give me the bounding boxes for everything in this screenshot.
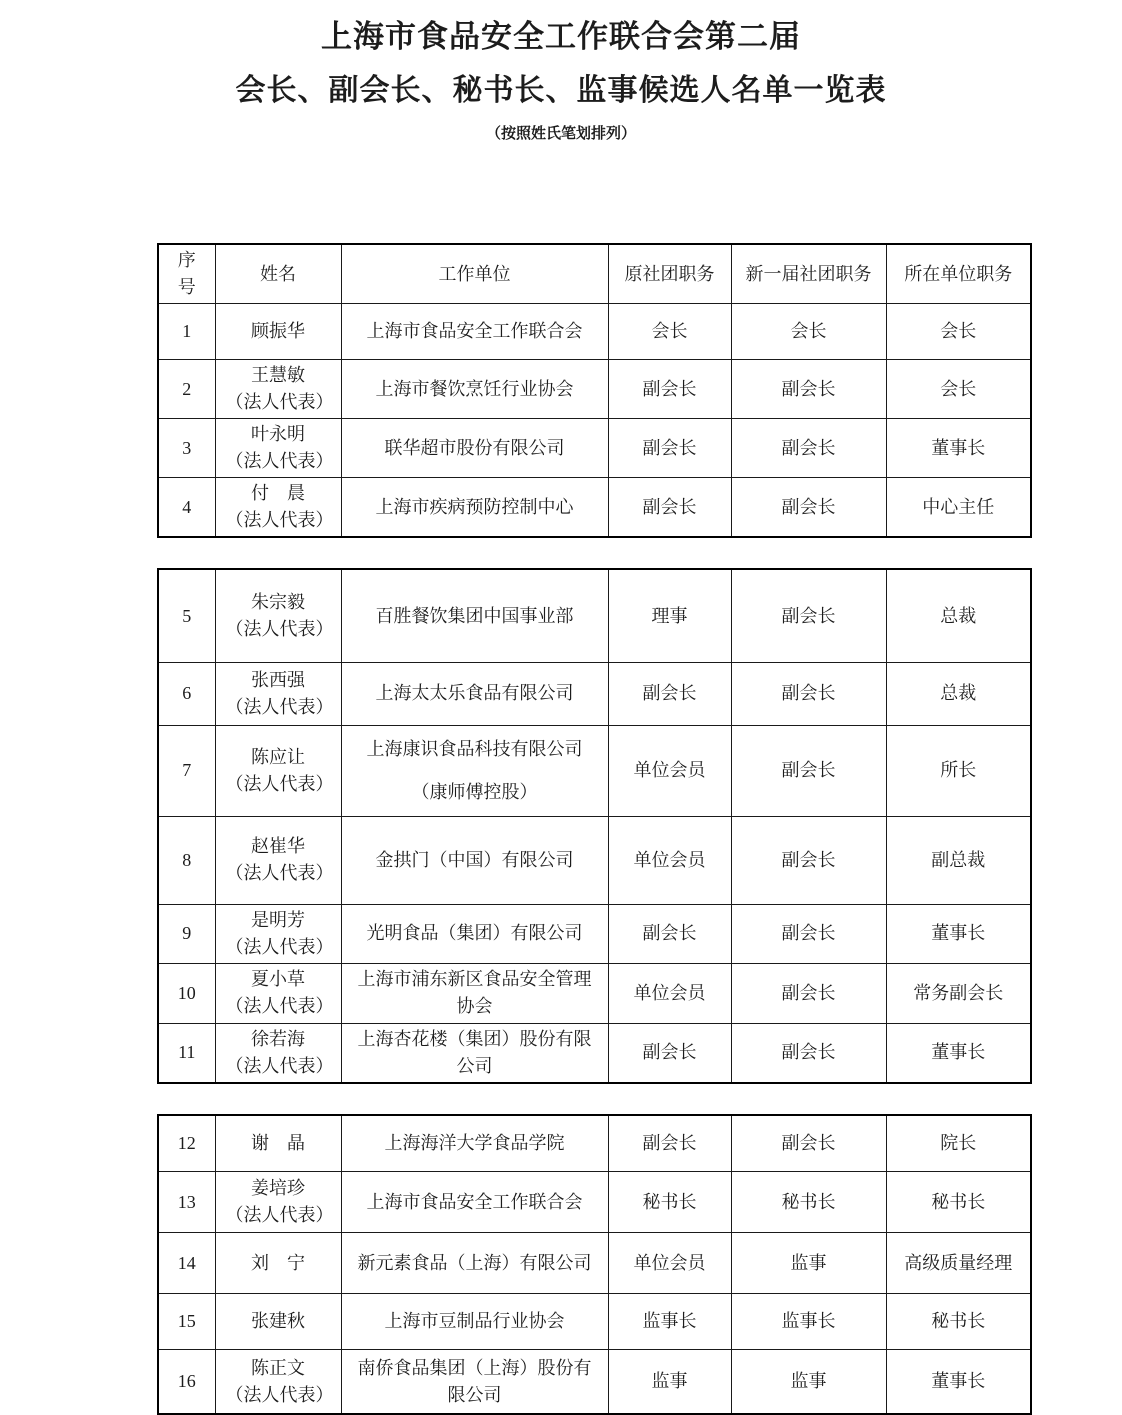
- cell-serial-number-text: 1: [182, 321, 192, 342]
- document-header: [0, 16, 1122, 143]
- cell-former-society-role-text: 副会长: [642, 1133, 697, 1154]
- cell-serial-number-text: 10: [177, 982, 196, 1003]
- cell-unit-role-text: 院长: [940, 1133, 977, 1154]
- doc-title-line2: 会长、副会长、秘书长、监事候选人名单一览表: [235, 73, 887, 107]
- cell-work-unit-text: 上海太太乐食品有限公司: [375, 683, 574, 704]
- cell-work-unit: [341, 725, 608, 816]
- cell-name: [215, 1294, 341, 1350]
- cell-new-society-role-text: 副会长: [781, 496, 836, 517]
- cell-work-unit-text: 上海市疾病预防控制中心: [375, 496, 574, 517]
- cell-serial-number-text: 12: [177, 1133, 196, 1154]
- table-row: [158, 1023, 1031, 1083]
- candidates-table-section-3: [157, 1114, 1032, 1415]
- column-header: 工作单位: [341, 244, 608, 304]
- cell-serial-number: [158, 963, 215, 1023]
- cell-serial-number: [158, 1233, 215, 1294]
- column-header: 序号: [158, 244, 215, 304]
- table-row: [158, 304, 1031, 360]
- cell-work-unit: [341, 1294, 608, 1350]
- cell-unit-role: [886, 1350, 1031, 1414]
- table-row: [158, 904, 1031, 963]
- cell-new-society-role: [731, 1023, 886, 1083]
- cell-serial-number-text: 2: [182, 378, 192, 399]
- cell-name-text: 徐若海: [251, 1028, 305, 1049]
- cell-serial-number-text: 3: [182, 437, 192, 458]
- cell-former-society-role-text: 会长: [651, 321, 688, 342]
- cell-unit-role-text: 所长: [940, 760, 977, 781]
- cell-serial-number: [158, 569, 215, 662]
- cell-new-society-role-text: 副会长: [781, 849, 836, 870]
- cell-name-text: 姜培珍: [251, 1178, 305, 1199]
- cell-serial-number: [158, 1172, 215, 1233]
- cell-unit-role: [886, 1023, 1031, 1083]
- table-row: [158, 816, 1031, 904]
- cell-serial-number: [158, 725, 215, 816]
- cell-work-unit: [341, 1172, 608, 1233]
- cell-unit-role: [886, 725, 1031, 816]
- cell-former-society-role-text: 单位会员: [633, 849, 706, 870]
- cell-work-unit: [341, 662, 608, 725]
- cell-work-unit-text: 上海市豆制品行业协会: [384, 1311, 565, 1332]
- cell-work-unit-text: 光明食品（集团）有限公司: [366, 923, 583, 944]
- cell-former-society-role: [608, 1023, 731, 1083]
- table-row: [158, 1115, 1031, 1172]
- cell-work-unit-text: 上海市浦东新区食品安全管理协会: [357, 969, 592, 1017]
- cell-unit-role: [886, 419, 1031, 478]
- cell-unit-role: [886, 1172, 1031, 1233]
- cell-serial-number: [158, 904, 215, 963]
- cell-work-unit-text: 新元素食品（上海）有限公司: [357, 1252, 592, 1273]
- cell-work-unit-text: 上海杏花楼（集团）股份有限公司: [357, 1028, 592, 1076]
- cell-unit-role-text: 董事长: [931, 1042, 986, 1063]
- cell-name: [215, 1115, 341, 1172]
- cell-name-text: 谢 晶: [251, 1133, 305, 1154]
- cell-new-society-role-text: 副会长: [781, 760, 836, 781]
- cell-former-society-role-text: 副会长: [642, 923, 697, 944]
- cell-former-society-role-text: 单位会员: [633, 1252, 706, 1273]
- column-header: 所在单位职务: [886, 244, 1031, 304]
- cell-new-society-role: [731, 569, 886, 662]
- cell-unit-role: [886, 478, 1031, 538]
- cell-serial-number: [158, 304, 215, 360]
- cell-work-unit: [341, 419, 608, 478]
- cell-unit-role-text: 常务副会长: [913, 982, 1004, 1003]
- cell-former-society-role-text: 副会长: [642, 683, 697, 704]
- cell-new-society-role: [731, 1233, 886, 1294]
- cell-work-unit: [341, 1023, 608, 1083]
- cell-unit-role: [886, 816, 1031, 904]
- candidates-table-section-2: [157, 568, 1032, 1084]
- cell-name: [215, 1350, 341, 1414]
- column-header: 姓名: [215, 244, 341, 304]
- cell-work-unit-text: 上海市餐饮烹饪行业协会: [375, 378, 574, 399]
- cell-serial-number-text: 9: [182, 923, 192, 944]
- cell-work-unit: [341, 569, 608, 662]
- cell-former-society-role: [608, 904, 731, 963]
- cell-former-society-role: [608, 1294, 731, 1350]
- cell-work-unit: [341, 963, 608, 1023]
- cell-work-unit: [341, 1233, 608, 1294]
- cell-new-society-role-text: 监事: [790, 1252, 827, 1273]
- cell-former-society-role: [608, 662, 731, 725]
- cell-serial-number-text: 5: [182, 605, 192, 626]
- cell-unit-role: [886, 963, 1031, 1023]
- cell-new-society-role: [731, 360, 886, 419]
- cell-name: [215, 360, 341, 419]
- cell-name-text: 付 晨: [251, 483, 305, 504]
- cell-new-society-role: [731, 816, 886, 904]
- cell-serial-number: [158, 1294, 215, 1350]
- cell-unit-role: [886, 1115, 1031, 1172]
- cell-unit-role-text: 中心主任: [922, 496, 995, 517]
- cell-unit-role: [886, 360, 1031, 419]
- table-row: [158, 1172, 1031, 1233]
- cell-name-text: 朱宗毅: [251, 592, 305, 613]
- cell-work-unit: [341, 360, 608, 419]
- cell-serial-number-text: 15: [177, 1311, 196, 1332]
- holding-company-note: （康师傅控股）: [411, 781, 538, 802]
- cell-unit-role-text: 会长: [940, 321, 977, 342]
- legal-representative-note: （法人代表）: [225, 1205, 334, 1226]
- cell-new-society-role: [731, 1294, 886, 1350]
- cell-unit-role: [886, 304, 1031, 360]
- cell-serial-number-text: 6: [182, 683, 192, 704]
- cell-new-society-role-text: 副会长: [781, 378, 836, 399]
- cell-work-unit-text: 上海市食品安全工作联合会: [366, 1191, 583, 1212]
- column-header: 新一届社团职务: [731, 244, 886, 304]
- cell-name: [215, 963, 341, 1023]
- cell-work-unit-text: 上海市食品安全工作联合会: [366, 321, 583, 342]
- cell-new-society-role-text: 会长: [790, 321, 827, 342]
- legal-representative-note: （法人代表）: [225, 451, 334, 472]
- cell-serial-number-text: 4: [182, 496, 192, 517]
- cell-name: [215, 569, 341, 662]
- cell-new-society-role-text: 副会长: [781, 923, 836, 944]
- cell-serial-number-text: 16: [177, 1371, 196, 1392]
- cell-work-unit: [341, 1115, 608, 1172]
- cell-unit-role-text: 秘书长: [931, 1191, 986, 1212]
- cell-work-unit: [341, 304, 608, 360]
- table-row: [158, 725, 1031, 816]
- candidate-tables-area: [0, 243, 1122, 1415]
- cell-serial-number: [158, 419, 215, 478]
- cell-name-text: 陈正文: [251, 1357, 305, 1378]
- cell-name: [215, 1233, 341, 1294]
- cell-name: [215, 478, 341, 538]
- legal-representative-note: （法人代表）: [225, 392, 334, 413]
- cell-name-text: 张西强: [251, 669, 305, 690]
- cell-serial-number: [158, 478, 215, 538]
- cell-serial-number: [158, 360, 215, 419]
- cell-name-text: 夏小草: [251, 969, 305, 990]
- cell-work-unit: [341, 816, 608, 904]
- cell-work-unit: [341, 1350, 608, 1414]
- cell-serial-number-text: 7: [182, 760, 192, 781]
- cell-former-society-role-text: 副会长: [642, 437, 697, 458]
- cell-unit-role: [886, 904, 1031, 963]
- cell-name: [215, 304, 341, 360]
- cell-new-society-role: [731, 478, 886, 538]
- cell-name: [215, 1023, 341, 1083]
- legal-representative-note: （法人代表）: [225, 1055, 334, 1076]
- cell-unit-role-text: 董事长: [931, 437, 986, 458]
- cell-new-society-role: [731, 419, 886, 478]
- cell-name: [215, 816, 341, 904]
- cell-new-society-role: [731, 1115, 886, 1172]
- cell-former-society-role-text: 副会长: [642, 496, 697, 517]
- cell-former-society-role: [608, 816, 731, 904]
- cell-former-society-role-text: 秘书长: [642, 1191, 697, 1212]
- cell-work-unit-text: 南侨食品集团（上海）股份有限公司: [357, 1357, 592, 1405]
- table-row: [158, 1233, 1031, 1294]
- cell-name-text: 陈应让: [251, 746, 305, 767]
- cell-new-society-role: [731, 1172, 886, 1233]
- cell-new-society-role-text: 副会长: [781, 1133, 836, 1154]
- cell-new-society-role: [731, 725, 886, 816]
- cell-name: [215, 419, 341, 478]
- table-row: [158, 478, 1031, 538]
- table-row: [158, 569, 1031, 662]
- cell-serial-number-text: 8: [182, 849, 192, 870]
- candidates-table-section-1: [157, 243, 1032, 538]
- cell-former-society-role: [608, 963, 731, 1023]
- cell-name-text: 张建秋: [251, 1311, 305, 1332]
- cell-name-text: 王慧敏: [251, 365, 305, 386]
- cell-work-unit-text: 金拱门（中国）有限公司: [375, 849, 574, 870]
- legal-representative-note: （法人代表）: [225, 619, 334, 640]
- cell-former-society-role: [608, 1233, 731, 1294]
- cell-former-society-role-text: 单位会员: [633, 982, 706, 1003]
- cell-work-unit-text: 百胜餐饮集团中国事业部: [375, 605, 574, 626]
- cell-work-unit-text: 联华超市股份有限公司: [384, 437, 565, 458]
- cell-new-society-role-text: 副会长: [781, 605, 836, 626]
- cell-former-society-role: [608, 1172, 731, 1233]
- cell-former-society-role: [608, 569, 731, 662]
- doc-title-line1: 上海市食品安全工作联合会第二届: [321, 19, 801, 54]
- cell-serial-number-text: 13: [177, 1191, 196, 1212]
- cell-new-society-role-text: 监事: [790, 1371, 827, 1392]
- cell-former-society-role-text: 单位会员: [633, 760, 706, 781]
- legal-representative-note: （法人代表）: [225, 510, 334, 531]
- cell-name-text: 赵崔华: [251, 836, 305, 857]
- cell-former-society-role-text: 监事: [651, 1371, 688, 1392]
- cell-former-society-role: [608, 1115, 731, 1172]
- cell-unit-role: [886, 1233, 1031, 1294]
- legal-representative-note: （法人代表）: [225, 1384, 334, 1405]
- cell-name: [215, 904, 341, 963]
- cell-former-society-role: [608, 419, 731, 478]
- cell-new-society-role: [731, 904, 886, 963]
- cell-former-society-role: [608, 725, 731, 816]
- cell-new-society-role-text: 秘书长: [781, 1191, 836, 1212]
- column-header: 原社团职务: [608, 244, 731, 304]
- legal-representative-note: （法人代表）: [225, 996, 334, 1017]
- cell-work-unit-text: 上海海洋大学食品学院: [384, 1133, 565, 1154]
- cell-new-society-role: [731, 1350, 886, 1414]
- cell-unit-role-text: 董事长: [931, 1371, 986, 1392]
- table-row: [158, 1350, 1031, 1414]
- cell-name-text: 顾振华: [251, 321, 305, 342]
- cell-name-text: 刘 宁: [251, 1252, 305, 1273]
- cell-serial-number-text: 11: [178, 1042, 196, 1063]
- cell-name: [215, 1172, 341, 1233]
- cell-serial-number: [158, 1115, 215, 1172]
- cell-serial-number: [158, 816, 215, 904]
- cell-serial-number: [158, 662, 215, 725]
- table-header-row: [158, 244, 1031, 304]
- cell-new-society-role-text: 监事长: [781, 1311, 836, 1332]
- cell-former-society-role-text: 监事长: [642, 1311, 697, 1332]
- cell-unit-role-text: 副总裁: [931, 849, 986, 870]
- cell-name-text: 是明芳: [251, 909, 305, 930]
- cell-unit-role-text: 总裁: [940, 683, 977, 704]
- cell-work-unit-text: 上海康识食品科技有限公司: [366, 738, 583, 759]
- cell-serial-number-text: 14: [177, 1252, 196, 1273]
- legal-representative-note: （法人代表）: [225, 773, 334, 794]
- table-row: [158, 1294, 1031, 1350]
- cell-serial-number: [158, 1023, 215, 1083]
- cell-unit-role: [886, 1294, 1031, 1350]
- cell-former-society-role-text: 副会长: [642, 378, 697, 399]
- cell-name-text: 叶永明: [251, 424, 305, 445]
- legal-representative-note: （法人代表）: [225, 936, 334, 957]
- cell-unit-role-text: 高级质量经理: [904, 1252, 1013, 1273]
- cell-new-society-role: [731, 304, 886, 360]
- cell-work-unit: [341, 904, 608, 963]
- cell-former-society-role: [608, 478, 731, 538]
- cell-former-society-role: [608, 1350, 731, 1414]
- cell-name: [215, 725, 341, 816]
- legal-representative-note: （法人代表）: [225, 863, 334, 884]
- table-row: [158, 662, 1031, 725]
- doc-subtitle-sort-note: （按照姓氏笔划排列）: [485, 126, 636, 143]
- table-row: [158, 360, 1031, 419]
- cell-former-society-role-text: 理事: [651, 605, 688, 626]
- cell-new-society-role-text: 副会长: [781, 683, 836, 704]
- cell-unit-role: [886, 662, 1031, 725]
- table-row: [158, 963, 1031, 1023]
- cell-work-unit: [341, 478, 608, 538]
- cell-former-society-role: [608, 360, 731, 419]
- cell-unit-role: [886, 569, 1031, 662]
- cell-unit-role-text: 董事长: [931, 923, 986, 944]
- cell-new-society-role-text: 副会长: [781, 1042, 836, 1063]
- cell-unit-role-text: 总裁: [940, 605, 977, 626]
- cell-unit-role-text: 秘书长: [931, 1311, 986, 1332]
- cell-name: [215, 662, 341, 725]
- cell-former-society-role: [608, 304, 731, 360]
- cell-new-society-role: [731, 963, 886, 1023]
- cell-new-society-role: [731, 662, 886, 725]
- cell-new-society-role-text: 副会长: [781, 982, 836, 1003]
- table-row: [158, 419, 1031, 478]
- cell-unit-role-text: 会长: [940, 378, 977, 399]
- legal-representative-note: （法人代表）: [225, 696, 334, 717]
- cell-serial-number: [158, 1350, 215, 1414]
- cell-new-society-role-text: 副会长: [781, 437, 836, 458]
- cell-former-society-role-text: 副会长: [642, 1042, 697, 1063]
